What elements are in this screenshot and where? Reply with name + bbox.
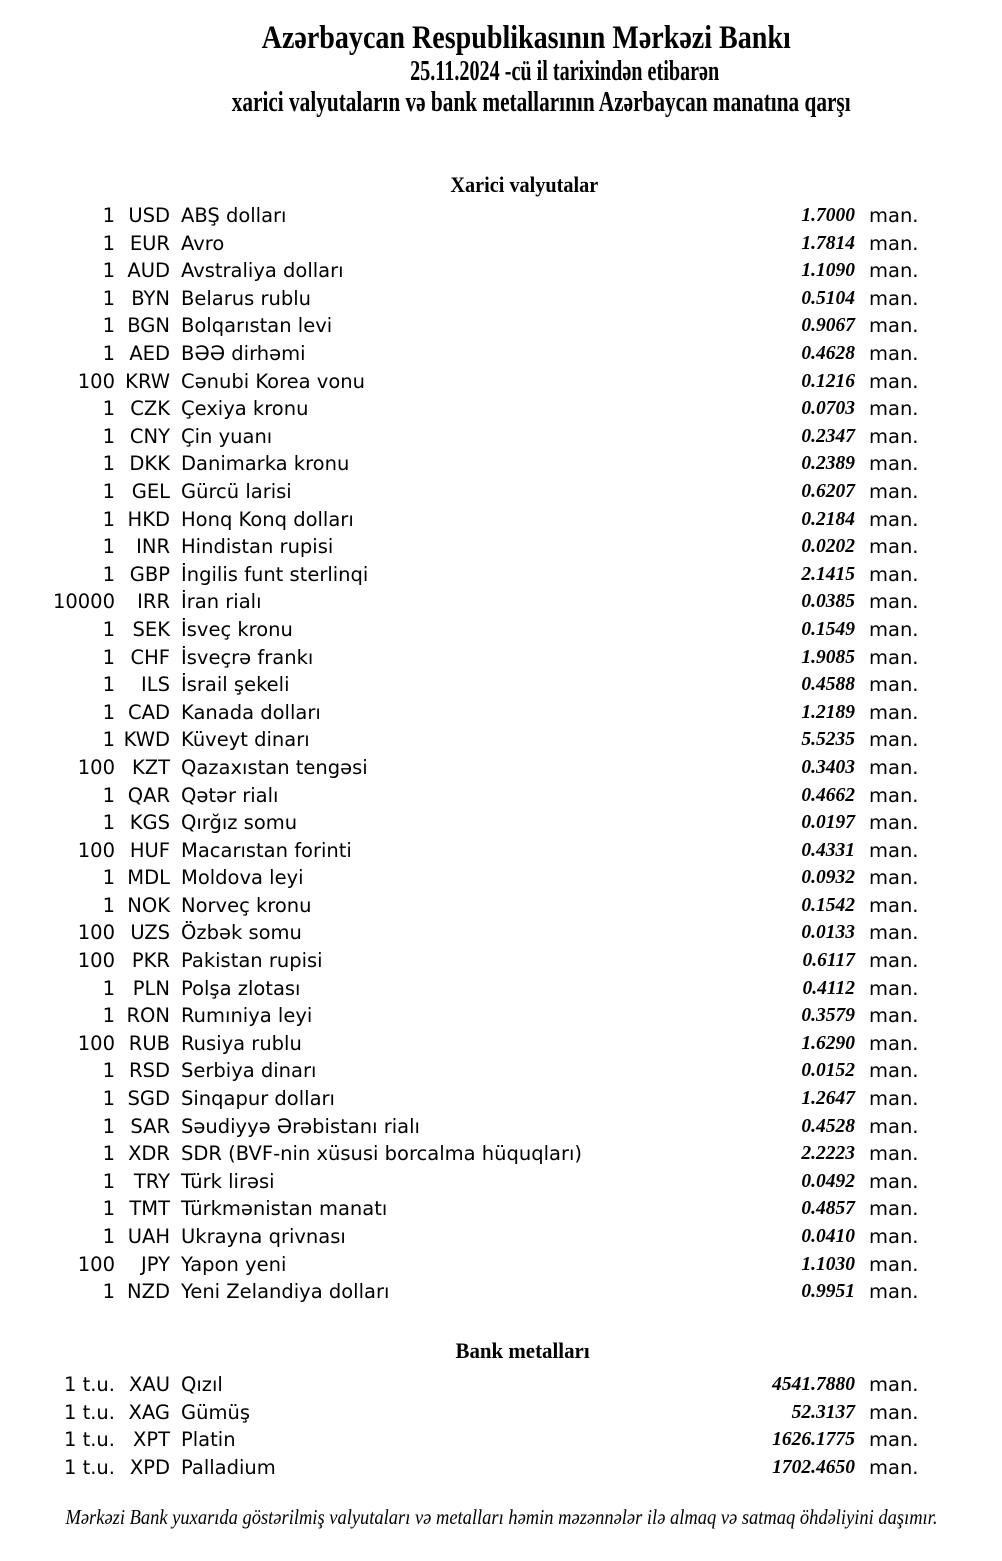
currency-row (0, 395, 1002, 423)
currency-name-cell: Qazaxıstan tengəsi (181, 755, 368, 779)
quantity-cell: 1 (102, 259, 115, 283)
quantity-cell: 1 (102, 617, 115, 641)
currency-code-cell: KGS (129, 811, 170, 835)
quantity-cell: 1 t.u. (63, 1373, 115, 1397)
currency-code-cell: RSD (129, 1059, 170, 1083)
quantity-cell: 1 (102, 1059, 115, 1083)
quantity-cell: 1 (102, 1142, 115, 1166)
unit-label-cell: man. (869, 1114, 919, 1138)
metal-row (0, 1454, 1002, 1482)
quantity-cell: 100 (77, 921, 115, 945)
metals-section-title-text: Bank metalları (455, 1338, 591, 1363)
unit-label-cell: man. (869, 479, 919, 503)
currency-code-cell: DKK (129, 452, 170, 476)
currency-name-cell: Küveyt dinarı (181, 728, 310, 752)
quantity-cell: 1 (102, 1087, 115, 1111)
unit-label-cell: man. (869, 1004, 919, 1028)
metals-table (0, 1371, 1002, 1481)
unit-label-cell: man. (869, 838, 919, 862)
unit-label-cell: man. (869, 369, 919, 393)
quantity-cell: 1 (102, 452, 115, 476)
currency-name-cell: Moldova leyi (181, 866, 304, 890)
unit-label-cell: man. (869, 893, 919, 917)
rate-value-cell: 0.9951 (801, 1281, 855, 1303)
rate-value-cell: 0.4662 (801, 784, 855, 806)
unit-label-cell: man. (869, 1142, 919, 1166)
unit-label-cell: man. (869, 314, 919, 338)
rate-value-cell: 0.0202 (801, 536, 855, 558)
currency-code-cell: AED (129, 342, 170, 366)
rate-value-cell: 0.4331 (801, 839, 855, 861)
unit-label-cell: man. (869, 617, 919, 641)
currency-name-cell: İngilis funt sterlinqi (181, 562, 369, 586)
quantity-cell: 100 (77, 369, 115, 393)
rate-value-cell: 0.6207 (801, 480, 855, 502)
quantity-cell: 1 (102, 673, 115, 697)
rate-value-cell: 5.5235 (801, 729, 855, 751)
quantity-cell: 1 (102, 866, 115, 890)
quantity-cell: 1 (102, 1280, 115, 1304)
unit-label-cell: man. (869, 204, 919, 228)
quantity-cell: 1 (102, 562, 115, 586)
unit-label-cell: man. (869, 1087, 919, 1111)
currency-code-cell: CAD (128, 700, 170, 724)
quantity-cell: 1 (102, 976, 115, 1000)
currency-name-cell: Cənubi Korea vonu (181, 369, 365, 393)
unit-label-cell: man. (869, 1225, 919, 1249)
rate-value-cell: 0.4857 (801, 1198, 855, 1220)
currency-name-cell: SDR (BVF-nin xüsusi borcalma hüquqları) (181, 1142, 583, 1166)
rate-value-cell: 1.1090 (801, 260, 855, 282)
currency-row (0, 423, 1002, 451)
rate-value-cell: 1702.4650 (772, 1456, 855, 1478)
unit-label-cell: man. (869, 811, 919, 835)
metal-name-cell: Palladium (181, 1455, 276, 1479)
unit-label-cell: man. (869, 700, 919, 724)
currency-row (0, 837, 1002, 865)
unit-label-cell: man. (869, 1252, 919, 1276)
rate-value-cell: 0.1216 (801, 370, 855, 392)
currency-name-cell: İran rialı (181, 590, 262, 614)
rate-value-cell: 2.2223 (801, 1143, 855, 1165)
quantity-cell: 1 (102, 728, 115, 752)
currency-name-cell: Yeni Zelandiya dolları (181, 1280, 390, 1304)
quantity-cell: 1 (102, 1197, 115, 1221)
rate-value-cell: 0.4588 (801, 674, 855, 696)
disclaimer (0, 1503, 1002, 1531)
unit-label-cell: man. (869, 1059, 919, 1083)
unit-label-cell: man. (869, 1455, 919, 1479)
rate-value-cell: 0.6117 (802, 950, 855, 972)
quantity-cell: 1 (102, 397, 115, 421)
currency-code-cell: HUF (129, 838, 170, 862)
quantity-cell: 1 (102, 645, 115, 669)
currency-row (0, 726, 1002, 754)
currency-name-cell: Honq Konq dolları (181, 507, 354, 531)
currency-code-cell: ILS (141, 673, 170, 697)
quantity-cell: 1 (102, 479, 115, 503)
metal-name-cell: Qızıl (181, 1373, 223, 1397)
currency-name-cell: Qırğız somu (181, 811, 298, 835)
currency-name-cell: Macarıstan forinti (181, 838, 352, 862)
unit-label-cell: man. (869, 976, 919, 1000)
rate-value-cell: 0.2389 (801, 453, 855, 475)
currency-code-cell: HKD (127, 507, 170, 531)
currency-name-cell: Belarus rublu (181, 286, 312, 310)
currency-name-cell: İsveçrə frankı (181, 645, 314, 669)
rate-value-cell: 1.6290 (801, 1032, 855, 1054)
unit-label-cell: man. (869, 424, 919, 448)
unit-label-cell: man. (869, 755, 919, 779)
currency-row (0, 1113, 1002, 1141)
quantity-cell: 100 (77, 838, 115, 862)
rate-value-cell: 52.3137 (791, 1401, 855, 1423)
metal-code-cell: XPD (129, 1455, 170, 1479)
currency-code-cell: CZK (130, 397, 170, 421)
currency-row (0, 588, 1002, 616)
currency-name-cell: Sinqapur dolları (181, 1087, 335, 1111)
currency-row (0, 947, 1002, 975)
rate-value-cell: 1626.1775 (772, 1429, 855, 1451)
quantity-cell: 100 (77, 949, 115, 973)
unit-label-cell: man. (869, 342, 919, 366)
currency-row (0, 975, 1002, 1003)
currency-code-cell: KZT (131, 755, 170, 779)
quantity-cell: 1 (102, 700, 115, 724)
quantity-cell: 1 (102, 1114, 115, 1138)
currency-name-cell: Hindistan rupisi (181, 535, 334, 559)
unit-label-cell: man. (869, 452, 919, 476)
currency-row (0, 340, 1002, 368)
currency-code-cell: RUB (128, 1031, 170, 1055)
quantity-cell: 1 t.u. (63, 1400, 115, 1424)
bank-title-text: Azərbaycan Respublikasının Mərkəzi Bankı (261, 20, 791, 56)
rate-value-cell: 0.5104 (801, 287, 855, 309)
metal-code-cell: XPT (132, 1428, 170, 1452)
currency-code-cell: QAR (127, 783, 170, 807)
currency-name-cell: Kanada dolları (181, 700, 321, 724)
currency-row (0, 1140, 1002, 1168)
rate-value-cell: 0.4528 (801, 1115, 855, 1137)
currency-name-cell: Bolqarıstan levi (181, 314, 333, 338)
currency-code-cell: NZD (127, 1280, 170, 1304)
currency-code-cell: RON (126, 1004, 170, 1028)
currency-name-cell: Yapon yeni (181, 1252, 287, 1276)
rate-value-cell: 0.4628 (801, 343, 855, 365)
currency-row (0, 892, 1002, 920)
rate-value-cell: 0.3403 (801, 756, 855, 778)
rate-value-cell: 0.2184 (801, 508, 855, 530)
metal-name-cell: Platin (181, 1428, 236, 1452)
rate-value-cell: 1.7000 (801, 205, 855, 227)
rate-value-cell: 1.7814 (801, 232, 855, 254)
rate-value-cell: 0.0932 (801, 867, 855, 889)
unit-label-cell: man. (869, 673, 919, 697)
currency-row (0, 699, 1002, 727)
currency-row (0, 1251, 1002, 1279)
rate-value-cell: 0.4112 (802, 977, 855, 999)
currency-code-cell: JPY (141, 1252, 170, 1276)
rate-value-cell: 0.0492 (801, 1170, 855, 1192)
rate-value-cell: 4541.7880 (772, 1374, 855, 1396)
currency-code-cell: GEL (131, 479, 170, 503)
currency-row (0, 781, 1002, 809)
currency-name-cell: Gürcü larisi (181, 479, 292, 503)
unit-label-cell: man. (869, 783, 919, 807)
currency-row (0, 561, 1002, 589)
currency-row (0, 285, 1002, 313)
currency-name-cell: Norveç kronu (181, 893, 312, 917)
quantity-cell: 1 (102, 893, 115, 917)
unit-label-cell: man. (869, 231, 919, 255)
effective-date (0, 56, 1002, 88)
currency-code-cell: INR (136, 535, 170, 559)
quantity-cell: 1 (102, 783, 115, 807)
currency-name-cell: Çin yuanı (181, 424, 273, 448)
disclaimer-text: Mərkəzi Bank yuxarıda göstərilmiş valyutaları və metalları həmin məzənnələr ilə almaq və satmaq öhdəliyini daşımır. (65, 1505, 937, 1529)
currency-name-cell: ABŞ dolları (181, 204, 287, 228)
currency-row (0, 312, 1002, 340)
rate-value-cell: 1.2647 (801, 1088, 855, 1110)
unit-label-cell: man. (869, 286, 919, 310)
currency-code-cell: SAR (130, 1114, 170, 1138)
metal-name-cell: Gümüş (181, 1400, 250, 1424)
unit-label-cell: man. (869, 1373, 919, 1397)
quantity-cell: 1 (102, 424, 115, 448)
currency-name-cell: Avro (181, 231, 225, 255)
document-subtitle (0, 87, 1002, 119)
rate-value-cell: 1.2189 (801, 701, 855, 723)
currency-name-cell: BƏƏ dirhəmi (181, 342, 306, 366)
currency-code-cell: CHF (130, 645, 170, 669)
currency-row (0, 450, 1002, 478)
rate-value-cell: 0.0133 (801, 922, 855, 944)
currency-code-cell: UAH (127, 1225, 170, 1249)
rate-value-cell: 0.3579 (801, 1005, 855, 1027)
unit-label-cell: man. (869, 1169, 919, 1193)
currency-code-cell: NOK (127, 893, 170, 917)
currency-row (0, 533, 1002, 561)
currency-row (0, 478, 1002, 506)
currency-code-cell: BGN (127, 314, 170, 338)
currency-row (0, 616, 1002, 644)
rate-value-cell: 0.0152 (801, 1060, 855, 1082)
currency-row (0, 1030, 1002, 1058)
unit-label-cell: man. (869, 645, 919, 669)
currency-name-cell: Danimarka kronu (181, 452, 350, 476)
rate-value-cell: 0.1542 (801, 894, 855, 916)
currency-table (0, 202, 1002, 1306)
unit-label-cell: man. (869, 866, 919, 890)
currency-name-cell: Ukrayna qrivnası (181, 1225, 346, 1249)
currency-row (0, 230, 1002, 258)
quantity-cell: 100 (77, 755, 115, 779)
currency-row (0, 1085, 1002, 1113)
effective-date-text: 25.11.2024 -cü il tarixindən etibarən (410, 56, 720, 87)
unit-label-cell: man. (869, 728, 919, 752)
currencies-section-title (0, 172, 1002, 198)
currency-code-cell: XDR (128, 1142, 170, 1166)
currency-row (0, 1002, 1002, 1030)
currency-code-cell: PKR (131, 949, 170, 973)
metal-row (0, 1371, 1002, 1399)
quantity-cell: 1 (102, 1225, 115, 1249)
currency-code-cell: USD (128, 204, 170, 228)
currency-name-cell: İsrail şekeli (181, 673, 290, 697)
metal-row (0, 1426, 1002, 1454)
quantity-cell: 1 (102, 507, 115, 531)
rate-value-cell: 1.1030 (801, 1253, 855, 1275)
unit-label-cell: man. (869, 562, 919, 586)
currency-code-cell: CNY (129, 424, 170, 448)
quantity-cell: 1 (102, 535, 115, 559)
rate-value-cell: 0.0703 (801, 398, 855, 420)
metal-row (0, 1399, 1002, 1427)
quantity-cell: 100 (77, 1031, 115, 1055)
bank-title (0, 20, 1002, 56)
currency-name-cell: Polşa zlotası (181, 976, 301, 1000)
rate-value-cell: 0.1549 (801, 618, 855, 640)
currency-row (0, 1223, 1002, 1251)
currency-row (0, 1278, 1002, 1306)
unit-label-cell: man. (869, 397, 919, 421)
currency-name-cell: Rusiya rublu (181, 1031, 302, 1055)
metals-section-title (0, 1338, 1002, 1364)
currency-row (0, 644, 1002, 672)
quantity-cell: 1 (102, 1169, 115, 1193)
currency-name-cell: Səudiyyə Ərəbistanı rialı (181, 1114, 420, 1138)
currency-name-cell: Türkmənistan manatı (181, 1197, 388, 1221)
currency-name-cell: Qətər rialı (181, 783, 279, 807)
currency-row (0, 1195, 1002, 1223)
currency-code-cell: TMT (129, 1197, 170, 1221)
currency-name-cell: Çexiya kronu (181, 397, 309, 421)
currency-name-cell: Pakistan rupisi (181, 949, 323, 973)
currency-name-cell: Avstraliya dolları (181, 259, 344, 283)
currency-code-cell: SGD (127, 1087, 170, 1111)
unit-label-cell: man. (869, 507, 919, 531)
currency-code-cell: KRW (125, 369, 170, 393)
rate-value-cell: 0.0385 (801, 591, 855, 613)
currency-row (0, 754, 1002, 782)
quantity-cell: 1 (102, 314, 115, 338)
quantity-cell: 1 (102, 286, 115, 310)
currency-code-cell: GBP (129, 562, 170, 586)
currency-name-cell: İsveç kronu (181, 617, 293, 641)
quantity-cell: 1 (102, 1004, 115, 1028)
unit-label-cell: man. (869, 921, 919, 945)
currency-name-cell: Türk lirəsi (181, 1169, 275, 1193)
currency-row (0, 1057, 1002, 1085)
currency-code-cell: AUD (127, 259, 170, 283)
unit-label-cell: man. (869, 1197, 919, 1221)
currency-row (0, 919, 1002, 947)
unit-label-cell: man. (869, 1400, 919, 1424)
rate-value-cell: 2.1415 (801, 563, 855, 585)
currency-code-cell: EUR (129, 231, 170, 255)
currency-code-cell: PLN (132, 976, 170, 1000)
metal-code-cell: XAU (129, 1373, 170, 1397)
currency-row (0, 506, 1002, 534)
currency-code-cell: BYN (131, 286, 170, 310)
quantity-cell: 1 (102, 231, 115, 255)
unit-label-cell: man. (869, 590, 919, 614)
rate-value-cell: 0.9067 (801, 315, 855, 337)
quantity-cell: 1 t.u. (63, 1455, 115, 1479)
currency-code-cell: KWD (123, 728, 170, 752)
unit-label-cell: man. (869, 535, 919, 559)
quantity-cell: 1 t.u. (63, 1428, 115, 1452)
currency-row (0, 202, 1002, 230)
rate-value-cell: 0.0410 (801, 1226, 855, 1248)
currency-code-cell: MDL (127, 866, 170, 890)
rate-value-cell: 1.9085 (801, 646, 855, 668)
quantity-cell: 1 (102, 342, 115, 366)
document-subtitle-text: xarici valyutaların və bank metallarının Azərbaycan manatına qarşı (231, 87, 851, 118)
currency-code-cell: UZS (130, 921, 170, 945)
unit-label-cell: man. (869, 1428, 919, 1452)
currency-code-cell: SEK (132, 617, 170, 641)
currency-code-cell: IRR (137, 590, 170, 614)
currency-code-cell: TRY (133, 1169, 170, 1193)
currencies-section-title-text: Xarici valyutalar (450, 172, 598, 197)
rate-value-cell: 0.2347 (801, 425, 855, 447)
currency-row (0, 368, 1002, 396)
currency-row (0, 257, 1002, 285)
currency-name-cell: Serbiya dinarı (181, 1059, 317, 1083)
unit-label-cell: man. (869, 1280, 919, 1304)
currency-row (0, 1168, 1002, 1196)
currency-row (0, 809, 1002, 837)
quantity-cell: 1 (102, 811, 115, 835)
quantity-cell: 100 (77, 1252, 115, 1276)
unit-label-cell: man. (869, 949, 919, 973)
metal-code-cell: XAG (128, 1400, 170, 1424)
unit-label-cell: man. (869, 259, 919, 283)
currency-name-cell: Özbək somu (181, 921, 302, 945)
currency-name-cell: Rumıniya leyi (181, 1004, 313, 1028)
currency-row (0, 864, 1002, 892)
rate-value-cell: 0.0197 (801, 812, 855, 834)
quantity-cell: 10000 (52, 590, 115, 614)
unit-label-cell: man. (869, 1031, 919, 1055)
currency-row (0, 671, 1002, 699)
quantity-cell: 1 (102, 204, 115, 228)
